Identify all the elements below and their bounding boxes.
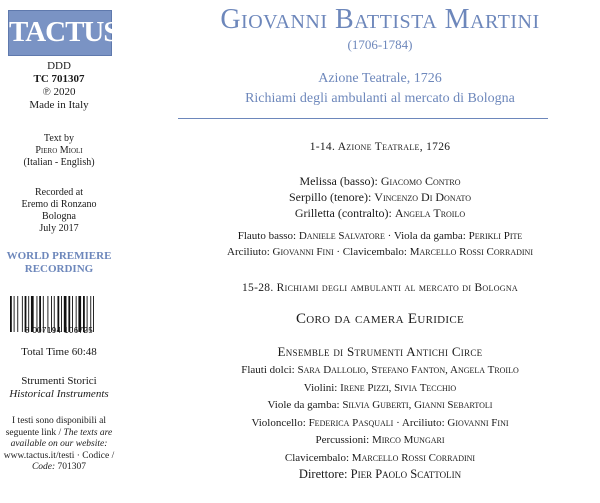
premiere-line-1: WORLD PREMIERE: [6, 250, 112, 262]
recording-info: [0, 187, 118, 235]
player-line: [160, 397, 600, 415]
phonogram-year: ℗ 2020: [42, 86, 76, 98]
avail-website-link[interactable]: www.tactus.it/testi · Codice /: [3, 450, 115, 461]
instrument-label: Clavicembalo:: [284, 451, 350, 464]
instrument-label: Violoncello:: [251, 416, 306, 429]
total-time: Total Time 60:48: [21, 346, 97, 358]
avail-code-label: Code:: [31, 462, 56, 472]
performer-name: Giacomo Contro: [380, 174, 461, 188]
subtitle-line-1: Azione Teatrale, 1726: [318, 71, 442, 86]
instruments-en: Historical Instruments: [9, 388, 109, 400]
vocal-roles: [160, 173, 600, 221]
role-label: Melissa (basso):: [299, 174, 378, 188]
player-line: [160, 432, 600, 450]
divider: [178, 118, 548, 119]
instrument-label: Viole da gamba:: [267, 399, 340, 411]
role-line: [160, 173, 600, 189]
performer-name: Federica Pasquali: [308, 416, 394, 429]
text-by-label: Text by: [43, 133, 75, 144]
role-line: [160, 205, 600, 221]
instrumentalists-part-1: [160, 228, 600, 260]
composer-name: Giovanni Battista Martini: [220, 4, 540, 35]
avail-line-1: I testi sono disponibili al: [12, 416, 106, 426]
texts-availability: [0, 416, 118, 474]
performer-name: Giovanni Fini: [447, 416, 509, 429]
instrument-label: · Clavicembalo:: [336, 246, 407, 258]
performer-name: Angela Troilo: [394, 206, 466, 220]
performer-name: Sara Dallolio, Stefano Fanton, Angela Troilo: [297, 364, 519, 376]
avail-line-5: [0, 462, 118, 474]
performer-name: Marcello Rossi Corradini: [351, 451, 476, 464]
performer-name: Irene Pizzi, Sivia Tecchio: [340, 381, 457, 394]
text-by-name: Piero Mioli: [35, 145, 83, 156]
avail-line-2: [0, 428, 118, 440]
role-label: Serpillo (tenore):: [288, 190, 372, 204]
avail-line-3: available on our website:: [10, 439, 108, 449]
instrument-label: · Viola da gamba:: [387, 230, 466, 242]
ensemble-players: [160, 362, 600, 467]
made-in: Made in Italy: [29, 99, 89, 111]
ensemble-name: Ensemble di Strumenti Antichi Circe: [277, 344, 483, 359]
instruments-note: [0, 375, 118, 401]
section-heading-2: 15-28. Richiami degli ambulanti al mercato di Bologna: [241, 282, 518, 294]
avail-line-2b: The texts are: [63, 427, 113, 438]
instrument-label: Arciliuto:: [227, 246, 270, 258]
world-premiere-badge: [0, 250, 118, 276]
catalog-number: TC 701307: [33, 73, 85, 85]
director: [160, 467, 600, 482]
avail-line-2a: seguente link /: [5, 427, 62, 438]
logo-text: TACTUS: [9, 16, 119, 48]
role-label: Grilletta (contralto):: [294, 206, 392, 220]
instrument-label: Flauto basso:: [237, 230, 297, 242]
album-subtitle: [160, 69, 600, 109]
director-name: Pier Paolo Scattolin: [350, 467, 462, 481]
instrument-line: [160, 244, 600, 260]
player-line: [160, 415, 600, 433]
choir-name: Coro da camera Euridice: [295, 311, 465, 327]
instrument-label: Flauti dolci:: [241, 364, 295, 376]
section-heading-1: 1-14. Azione Teatrale, 1726: [309, 141, 451, 153]
recorded-label: Recorded at: [34, 187, 84, 198]
player-line: [160, 450, 600, 468]
role-line: [160, 189, 600, 205]
premiere-line-2: RECORDING: [24, 263, 94, 275]
performer-name: Marcello Rossi Corradini: [409, 246, 533, 258]
barcode-digits: 8 007194 106725: [24, 326, 94, 335]
instruments-it: Strumenti Storici: [21, 375, 97, 387]
recorded-date: July 2017: [39, 223, 79, 234]
performer-name: Mirco Mungari: [371, 434, 445, 446]
performer-name: Perikli Pite: [468, 230, 523, 242]
tactus-logo: [8, 10, 119, 56]
release-codes: [0, 60, 118, 112]
recorded-place: Eremo di Ronzano: [21, 199, 97, 210]
performer-name: Giovanni Fini: [272, 246, 334, 258]
text-by-languages: (Italian - English): [23, 157, 95, 168]
composer-dates: (1706-1784): [347, 37, 413, 52]
instrument-label: Violini:: [303, 381, 338, 394]
instrument-label: · Arciliuto:: [396, 416, 445, 429]
performer-name: Vincenzo Di Donato: [374, 190, 472, 204]
recorded-city: Bologna: [42, 211, 76, 222]
format-code: DDD: [47, 60, 71, 72]
text-by: [0, 133, 118, 169]
left-column: [0, 0, 118, 503]
instrument-label: Percussioni:: [315, 434, 370, 446]
player-line: [160, 380, 600, 398]
performer-name: Silvia Guberti, Gianni Sebartoli: [342, 399, 493, 411]
director-label: Direttore:: [298, 467, 348, 481]
instrument-line: [160, 228, 600, 244]
subtitle-line-2: Richiami degli ambulanti al mercato di Bologna: [245, 91, 515, 106]
avail-code: 701307: [57, 462, 87, 472]
performer-name: Daniele Salvatore: [298, 230, 385, 242]
player-line: [160, 362, 600, 380]
